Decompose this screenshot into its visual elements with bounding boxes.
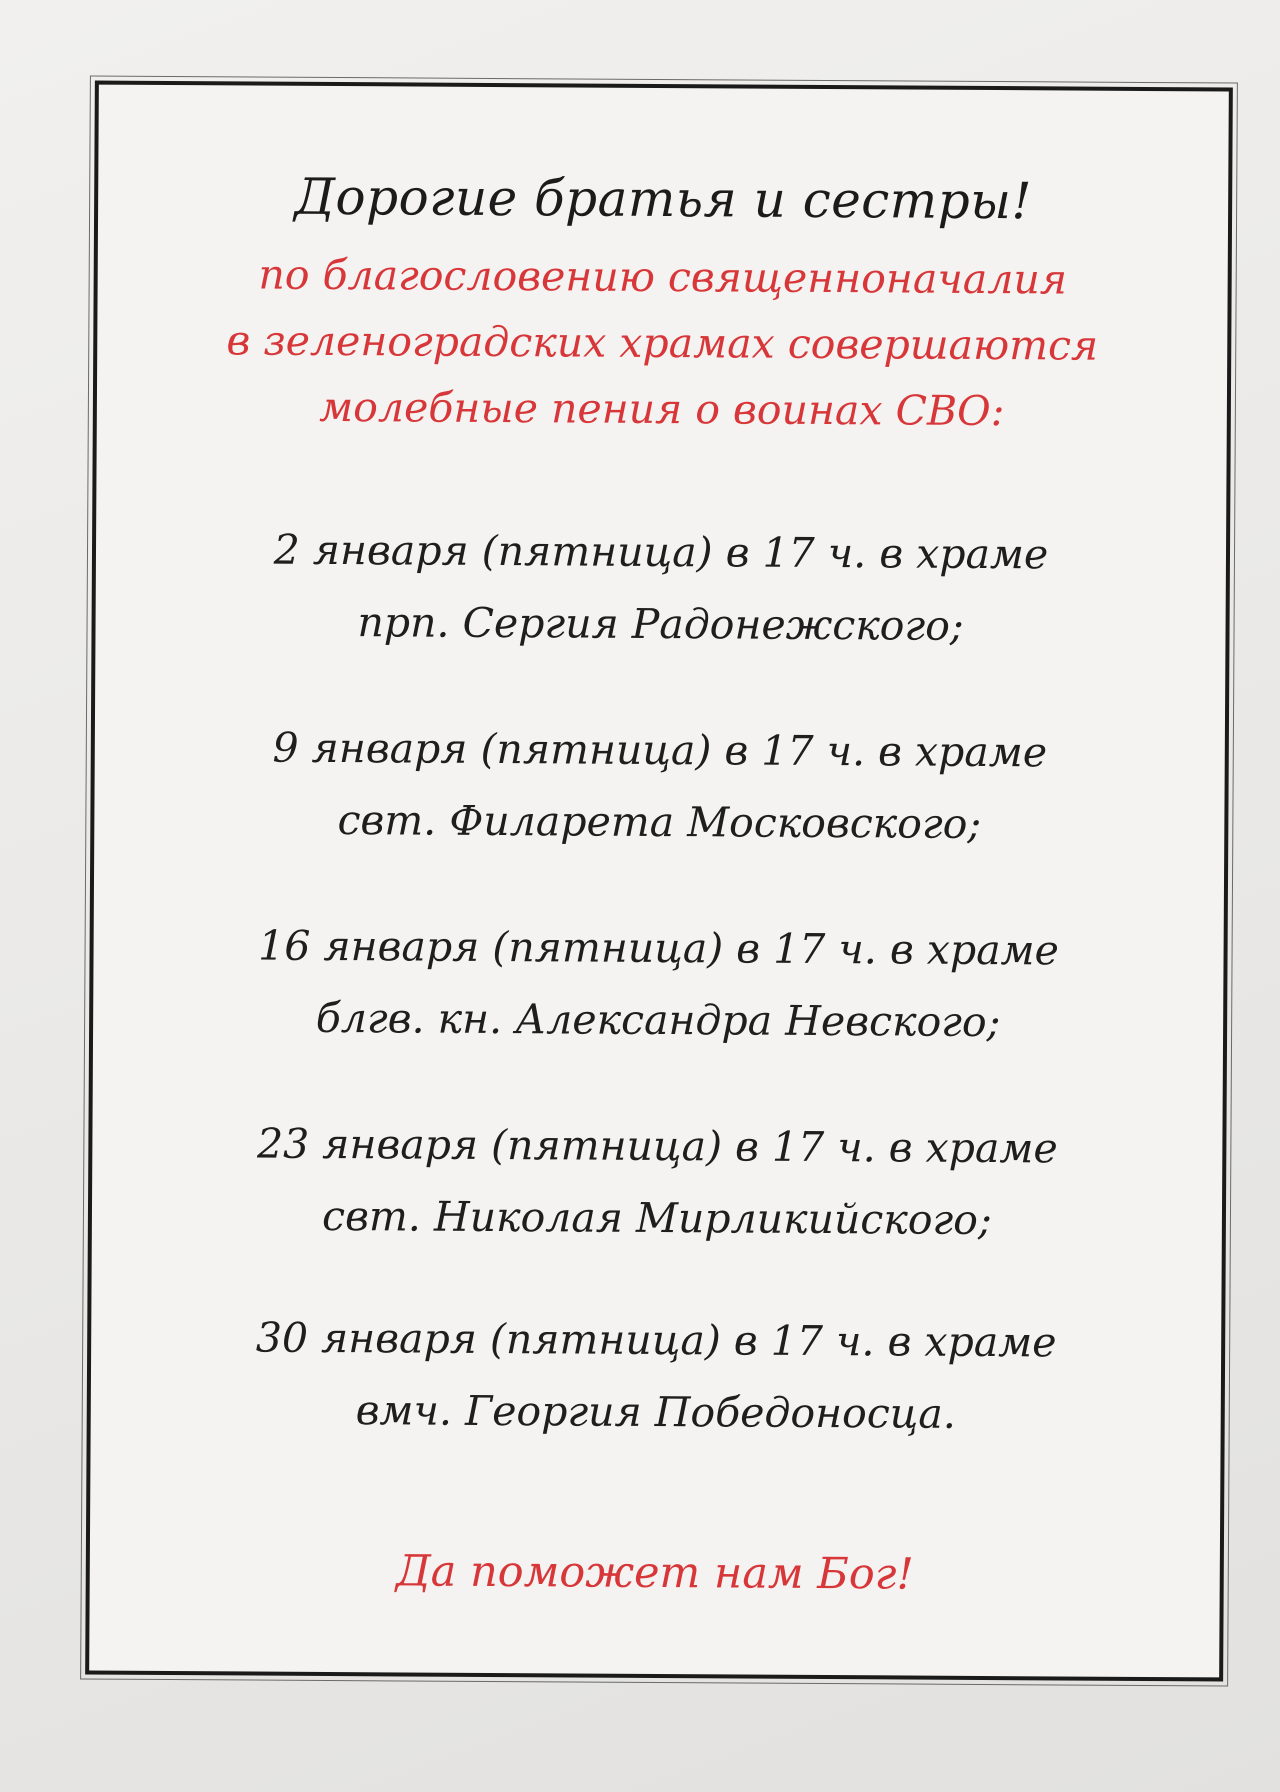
entry-5-date: 30 января (пятница) в 17 ч. в храме (255, 1313, 1057, 1367)
subtitle-line-1: по благословению священноначалия (258, 250, 1068, 304)
entry-1-church: прп. Сергия Радонежского; (357, 598, 964, 650)
entry-5-church: вмч. Георгия Победоносца. (355, 1386, 957, 1438)
notice-frame (85, 81, 1233, 1682)
entry-4-church: свт. Николая Мирликийского; (321, 1191, 992, 1245)
closing-blessing: Да поможет нам Бог! (395, 1546, 914, 1600)
entry-3-church: блгв. кн. Александра Невского; (315, 993, 1001, 1047)
subtitle-line-3: молебные пения о воинах СВО: (319, 382, 1005, 436)
subtitle-line-2: в зеленоградских храмах совершаются (226, 316, 1099, 370)
entry-2-church: свт. Филарета Московского; (337, 796, 982, 848)
entry-3-date: 16 января (пятница) в 17 ч. в храме (258, 921, 1060, 975)
entry-4-date: 23 января (пятница) в 17 ч. в храме (256, 1119, 1058, 1173)
entry-2-date: 9 января (пятница) в 17 ч. в храме (272, 723, 1048, 777)
entry-1-date: 2 января (пятница) в 17 ч. в храме (273, 525, 1049, 579)
notice-content (89, 85, 1229, 1678)
notice-title: Дорогие братья и сестры! (294, 167, 1033, 231)
